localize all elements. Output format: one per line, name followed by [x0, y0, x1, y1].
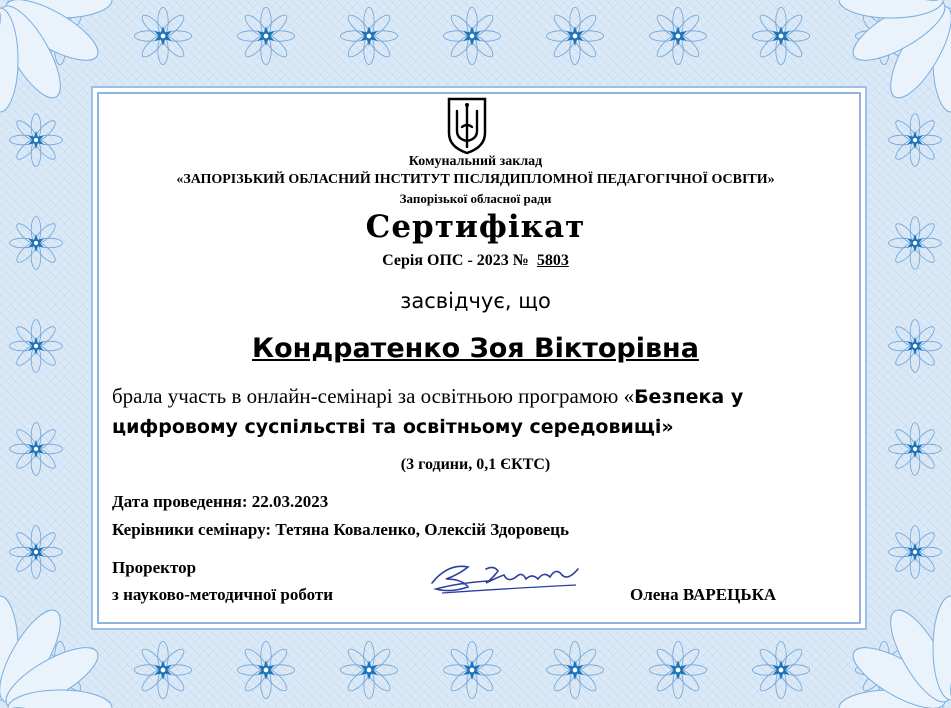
- ornament-rosette: [340, 7, 397, 64]
- ornament-rosette: [546, 7, 603, 64]
- hours-credits: (3 години, 0,1 ЄКТС): [400, 456, 551, 473]
- ornament-rosette: [889, 526, 942, 579]
- certificate-series: [0, 252, 951, 270]
- ornament-rosette: [546, 641, 603, 698]
- signatory-name: Олена ВАРЕЦЬКА: [630, 585, 777, 604]
- ornament-rosette: [649, 7, 706, 64]
- certificate-title: Сертифікат: [365, 209, 586, 245]
- institution-type: Комунальний заклад: [408, 154, 543, 169]
- seminar-leaders: Керівники семінару: Тетяна Коваленко, Олексій Здоровець: [112, 520, 569, 539]
- recipient-name: Кондратенко Зоя Вікторівна: [252, 333, 699, 364]
- institution-name: «ЗАПОРІЗЬКИЙ ОБЛАСНИЙ ІНСТИТУТ ПІСЛЯДИПЛОМНОЇ ПЕДАГОГІЧНОЇ ОСВІТИ»: [176, 172, 775, 187]
- series-label: Серія ОПС - 2023 №: [382, 252, 529, 269]
- trident-coat-of-arms-icon: [446, 97, 488, 155]
- series-number: 5803: [536, 252, 569, 269]
- program-name: Безпека у цифровому суспільстві та освітньому середовищі»: [112, 386, 744, 438]
- event-date: Дата проведення: 22.03.2023: [112, 492, 329, 511]
- ornament-rosette: [134, 641, 191, 698]
- signatory-position-title: Проректор: [112, 558, 197, 577]
- certifies-text: засвідчує, що: [400, 289, 551, 313]
- signatory-position-department: з науково-методичної роботи: [112, 585, 334, 604]
- ornament-rosette: [10, 526, 63, 579]
- ornament-rosette: [443, 7, 500, 64]
- ornament-rosette: [443, 641, 500, 698]
- participation-statement: [112, 382, 847, 442]
- handwritten-signature: [428, 553, 584, 601]
- participation-text: брала участь в онлайн-семінарі за освітньою програмою «: [112, 384, 635, 408]
- institution-affiliation: Запорізької обласної ради: [399, 191, 552, 206]
